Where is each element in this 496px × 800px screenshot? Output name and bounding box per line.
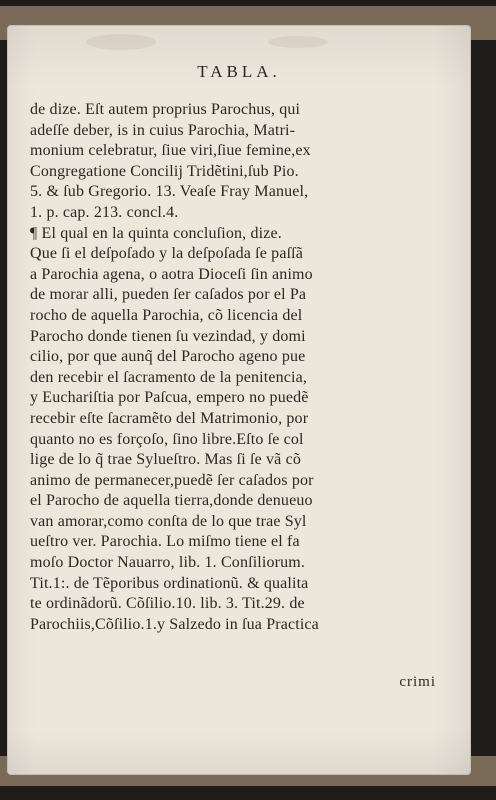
text-line: adeſſe deber, is in cuius Parochia, Matri-	[30, 121, 296, 139]
text-line: rocho de aquella Parochia, cõ licencia del	[30, 306, 303, 324]
text-line: y Euchariſtia por Paſcua, empero no puedẽ	[30, 389, 309, 407]
body-text	[30, 100, 462, 635]
text-line: lige de lo q̃ trae Sylueſtro. Mas ſi ſe vã cõ	[30, 451, 301, 469]
text-line: a Parochia agena, o aotra Dioceſi ſin animo	[30, 265, 313, 283]
text-line: de morar alli, pueden ſer caſados por el Pa	[30, 286, 307, 304]
page-heading: TABLA.	[197, 62, 281, 81]
paper-stain	[268, 36, 328, 48]
text-line: Que ſi el deſpoſado y la deſpoſada ſe paſſã	[30, 245, 304, 263]
text-line: Parocho donde tienen ſu vezindad, y domi	[30, 327, 306, 345]
text-line: el Parocho de aquella tierra,donde denueuo	[30, 492, 313, 510]
text-line: de dize. Eſt autem proprius Parochus, qui	[30, 101, 301, 118]
text-line: quanto no es forçoſo, ſino libre.Eſto ſe col	[30, 430, 304, 448]
text-line: Congregatione Concilij Tridẽtini,ſub Pio.	[30, 162, 299, 180]
book-page	[8, 26, 470, 774]
text-line: moſo Doctor Nauarro, lib. 1. Conſiliorum.	[30, 554, 306, 572]
text-line: 1. p. cap. 213. concl.4.	[30, 203, 179, 221]
paper-stain	[86, 34, 156, 50]
text-line: te ordinãdorũ. Cõſilio.10. lib. 3. Tit.29. de	[30, 595, 305, 613]
text-line: Tit.1:. de Tẽporibus ordinationũ. & qualita	[30, 574, 309, 592]
text-line: monium celebratur, ſiue viri,ſiue femine,ex	[30, 142, 311, 160]
text-line: den recebir el ſacramento de la penitencia,	[30, 368, 307, 386]
text-line: ueſtro ver. Parochia. Lo miſmo tiene el fa	[30, 533, 300, 551]
text-line: animo de permanecer,puedẽ ſer caſados por	[30, 471, 314, 489]
text-line: 5. & ſub Gregorio. 13. Veaſe Fray Manuel,	[30, 183, 309, 201]
catchword: crimi	[399, 674, 436, 690]
text-line: Parochiis,Cõſilio.1.y Salzedo in ſua Practica	[30, 615, 319, 633]
text-line: ¶ El qual en la quinta concluſion, dize.	[30, 224, 282, 242]
text-line: cilio, por que aunq̃ del Parocho ageno pue	[30, 348, 306, 366]
text-line: van amorar,como conſta de lo que trae Syl	[30, 512, 307, 530]
text-line: recebir eſte ſacramẽto del Matrimonio, por	[30, 409, 309, 427]
